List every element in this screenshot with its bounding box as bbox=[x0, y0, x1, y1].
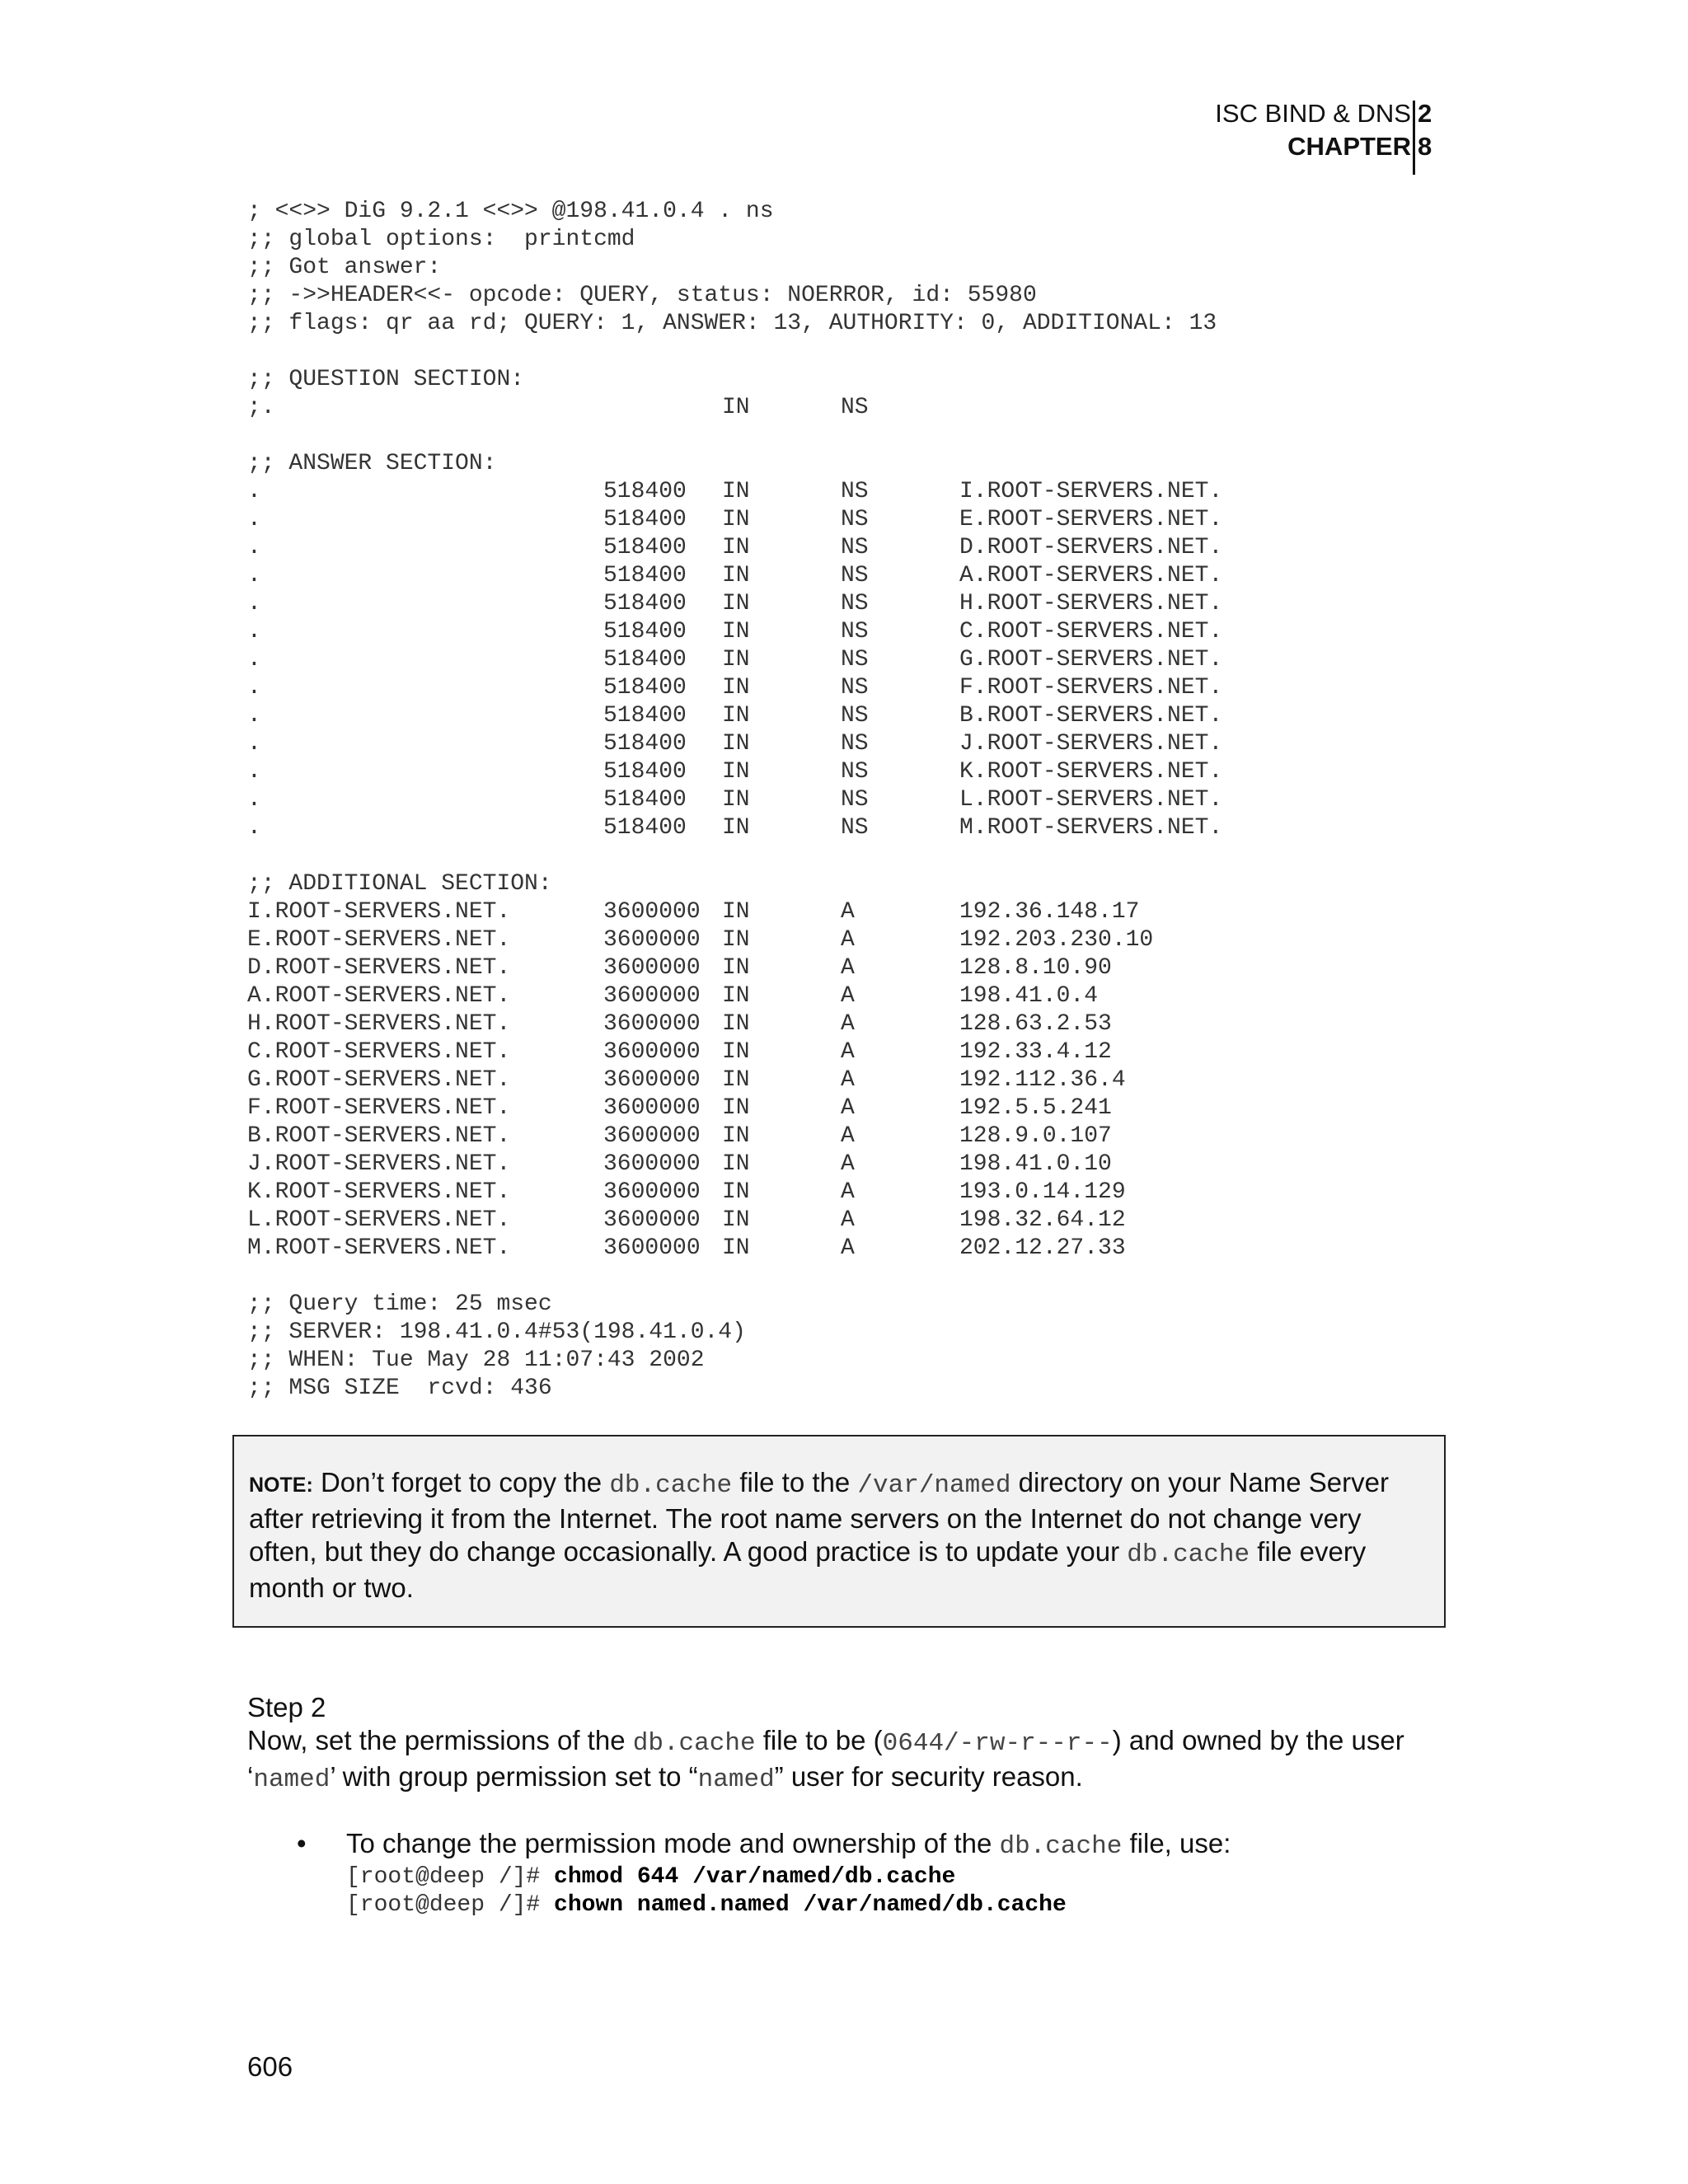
step-code: db.cache bbox=[632, 1729, 756, 1758]
cell: . bbox=[247, 507, 261, 532]
command-line bbox=[346, 1863, 1484, 1891]
cell: IN bbox=[722, 1095, 750, 1121]
step-code: 0644/-rw-r--r-- bbox=[882, 1729, 1113, 1758]
table-row bbox=[247, 898, 1533, 926]
note-code: db.cache bbox=[609, 1471, 733, 1500]
cell: . bbox=[247, 619, 261, 644]
cell: IN bbox=[722, 815, 750, 841]
table-row bbox=[247, 1010, 1533, 1038]
cell: L.ROOT-SERVERS.NET. bbox=[959, 787, 1223, 813]
cell: J.ROOT-SERVERS.NET. bbox=[959, 731, 1223, 757]
cell: NS bbox=[841, 395, 869, 420]
cell: IN bbox=[722, 563, 750, 588]
table-row bbox=[247, 814, 1533, 842]
cell: H.ROOT-SERVERS.NET. bbox=[959, 591, 1223, 616]
cell: I.ROOT-SERVERS.NET. bbox=[959, 479, 1223, 504]
cell: A bbox=[841, 1123, 855, 1149]
cell: IN bbox=[722, 1151, 750, 1177]
cell: A.ROOT-SERVERS.NET. bbox=[959, 563, 1223, 588]
table-row bbox=[247, 562, 1533, 590]
cell: IN bbox=[722, 731, 750, 757]
cell: 192.112.36.4 bbox=[959, 1067, 1126, 1093]
note-code: db.cache bbox=[1127, 1540, 1250, 1569]
cell: 128.63.2.53 bbox=[959, 1011, 1112, 1037]
cell: M.ROOT-SERVERS.NET. bbox=[247, 1235, 511, 1261]
cell bbox=[959, 394, 1533, 422]
cell: A bbox=[841, 1235, 855, 1261]
cell: . bbox=[247, 759, 261, 785]
cell: B.ROOT-SERVERS.NET. bbox=[247, 1123, 511, 1149]
cell: D.ROOT-SERVERS.NET. bbox=[247, 955, 511, 981]
cell: 128.8.10.90 bbox=[959, 955, 1112, 981]
cell: IN bbox=[722, 983, 750, 1009]
page-number: 606 bbox=[247, 2051, 293, 2082]
step-code: named bbox=[697, 1765, 775, 1794]
chapter-digit-2: 8 bbox=[1418, 132, 1432, 161]
bullet-text bbox=[346, 1827, 1484, 1863]
command-line bbox=[346, 1891, 1484, 1919]
cell: 192.33.4.12 bbox=[959, 1039, 1112, 1065]
cell: IN bbox=[722, 1067, 750, 1093]
cell: 192.5.5.241 bbox=[959, 1095, 1112, 1121]
table-row bbox=[247, 1122, 1533, 1151]
cell: NS bbox=[841, 675, 869, 701]
cell: IN bbox=[722, 1039, 750, 1065]
cell: NS bbox=[841, 479, 869, 504]
step-text: ’ with group permission set to “ bbox=[330, 1761, 698, 1792]
cell: F.ROOT-SERVERS.NET. bbox=[247, 1095, 511, 1121]
cell: A bbox=[841, 927, 855, 953]
cell: 3600000 bbox=[603, 1123, 701, 1149]
cell: 3600000 bbox=[603, 927, 701, 953]
cell: . bbox=[247, 591, 261, 616]
cell: 3600000 bbox=[603, 1095, 701, 1121]
cell: A bbox=[841, 1095, 855, 1121]
book-title: ISC BIND & DNS bbox=[1215, 99, 1411, 128]
table-row bbox=[247, 954, 1533, 982]
note-text: file every month or two. bbox=[249, 1536, 1367, 1603]
cell: . bbox=[247, 535, 261, 560]
note-code: /var/named bbox=[857, 1471, 1011, 1500]
note-text: Don’t forget to copy the bbox=[312, 1467, 610, 1497]
bullet-text-part: To change the permission mode and ownership of the bbox=[346, 1828, 1000, 1858]
cell: I.ROOT-SERVERS.NET. bbox=[247, 899, 511, 925]
cell: A bbox=[841, 1039, 855, 1065]
cell: A bbox=[841, 1067, 855, 1093]
chapter-label: CHAPTER bbox=[1287, 132, 1411, 161]
table-row bbox=[247, 1038, 1533, 1066]
table-row bbox=[247, 982, 1533, 1010]
step-text: Now, set the permissions of the bbox=[247, 1725, 633, 1755]
command-prompt: [root@deep /]# bbox=[346, 1864, 555, 1890]
cell: 518400 bbox=[603, 535, 687, 560]
cell: IN bbox=[722, 479, 750, 504]
cell: IN bbox=[722, 899, 750, 925]
command: chmod 644 /var/named/db.cache bbox=[554, 1864, 956, 1890]
table-row bbox=[247, 1151, 1533, 1179]
cell: 518400 bbox=[603, 591, 687, 616]
dig-line: ; <<>> DiG 9.2.1 <<>> @198.41.0.4 . ns bbox=[247, 199, 774, 224]
additional-rows bbox=[247, 898, 1533, 1263]
cell: A bbox=[841, 1011, 855, 1037]
table-row bbox=[247, 1207, 1533, 1235]
cell: 518400 bbox=[603, 479, 687, 504]
cell: 198.41.0.10 bbox=[959, 1151, 1112, 1177]
dig-line: ;; global options: printcmd bbox=[247, 227, 635, 252]
bullet-text-part: file, use: bbox=[1122, 1828, 1231, 1858]
table-row bbox=[247, 646, 1533, 674]
cell: IN bbox=[722, 955, 750, 981]
cell: 3600000 bbox=[603, 1207, 701, 1233]
cell: 3600000 bbox=[603, 983, 701, 1009]
cell: A bbox=[841, 1179, 855, 1205]
additional-section-header: ;; ADDITIONAL SECTION: bbox=[247, 871, 552, 897]
table-row bbox=[247, 590, 1533, 618]
cell: NS bbox=[841, 815, 869, 841]
bullet-code: db.cache bbox=[999, 1832, 1123, 1861]
dig-line: ;; Got answer: bbox=[247, 255, 442, 280]
cell: 518400 bbox=[603, 759, 687, 785]
cell: . bbox=[247, 647, 261, 673]
cell: ;. bbox=[247, 395, 275, 420]
table-row bbox=[247, 926, 1533, 954]
table-row bbox=[247, 618, 1533, 646]
step-title: Step 2 bbox=[247, 1692, 326, 1722]
cell: A bbox=[841, 955, 855, 981]
table-row bbox=[247, 786, 1533, 814]
cell: 3600000 bbox=[603, 899, 701, 925]
cell: B.ROOT-SERVERS.NET. bbox=[959, 703, 1223, 729]
cell: NS bbox=[841, 647, 869, 673]
cell: NS bbox=[841, 563, 869, 588]
cell: M.ROOT-SERVERS.NET. bbox=[959, 815, 1223, 841]
cell: A bbox=[841, 1151, 855, 1177]
table-row bbox=[247, 506, 1533, 534]
cell: NS bbox=[841, 591, 869, 616]
note-box bbox=[232, 1435, 1446, 1628]
cell: 3600000 bbox=[603, 1151, 701, 1177]
cell: 193.0.14.129 bbox=[959, 1179, 1126, 1205]
cell: IN bbox=[722, 591, 750, 616]
command-prompt: [root@deep /]# bbox=[346, 1892, 555, 1918]
table-row bbox=[247, 1235, 1533, 1263]
cell: . bbox=[247, 787, 261, 813]
cell: A bbox=[841, 899, 855, 925]
cell: NS bbox=[841, 535, 869, 560]
cell: 3600000 bbox=[603, 1067, 701, 1093]
answer-section-header: ;; ANSWER SECTION: bbox=[247, 451, 497, 476]
cell: G.ROOT-SERVERS.NET. bbox=[247, 1067, 511, 1093]
table-row bbox=[247, 758, 1533, 786]
cell: IN bbox=[722, 507, 750, 532]
cell: 3600000 bbox=[603, 1039, 701, 1065]
chapter-digit-1: 2 bbox=[1418, 99, 1432, 128]
cell: C.ROOT-SERVERS.NET. bbox=[247, 1039, 511, 1065]
cell: IN bbox=[722, 1235, 750, 1261]
cell: IN bbox=[722, 1123, 750, 1149]
dig-footer-line: ;; MSG SIZE rcvd: 436 bbox=[247, 1376, 552, 1401]
command: chown named.named /var/named/db.cache bbox=[554, 1892, 1067, 1918]
cell: G.ROOT-SERVERS.NET. bbox=[959, 647, 1223, 673]
table-row bbox=[247, 674, 1533, 702]
cell: . bbox=[247, 703, 261, 729]
cell: E.ROOT-SERVERS.NET. bbox=[959, 507, 1223, 532]
cell: IN bbox=[722, 647, 750, 673]
cell: IN bbox=[722, 535, 750, 560]
running-header bbox=[1022, 97, 1434, 163]
cell: 518400 bbox=[603, 647, 687, 673]
cell: IN bbox=[722, 759, 750, 785]
table-row bbox=[247, 730, 1533, 758]
cell: 198.41.0.4 bbox=[959, 983, 1099, 1009]
cell: A.ROOT-SERVERS.NET. bbox=[247, 983, 511, 1009]
cell: 192.36.148.17 bbox=[959, 899, 1140, 925]
note-text: directory on your Name Server after retrieving it from the Internet. The root name servers on the Internet do not change very often, but they do change occasionally. A good practice is to update your bbox=[249, 1467, 1389, 1567]
table-row bbox=[247, 534, 1533, 562]
cell: C.ROOT-SERVERS.NET. bbox=[959, 619, 1223, 644]
answer-rows bbox=[247, 478, 1533, 842]
cell: K.ROOT-SERVERS.NET. bbox=[247, 1179, 511, 1205]
question-row bbox=[247, 394, 1533, 422]
cell: A bbox=[841, 983, 855, 1009]
bullet-icon: • bbox=[297, 1828, 307, 1858]
cell: IN bbox=[722, 787, 750, 813]
dig-line: ;; ->>HEADER<<- opcode: QUERY, status: NOERROR, id: 55980 bbox=[247, 283, 1037, 308]
cell: IN bbox=[722, 1011, 750, 1037]
cell: 3600000 bbox=[603, 1179, 701, 1205]
cell: . bbox=[247, 675, 261, 701]
cell: IN bbox=[722, 395, 750, 420]
cell: H.ROOT-SERVERS.NET. bbox=[247, 1011, 511, 1037]
cell: 518400 bbox=[603, 703, 687, 729]
cell: 192.203.230.10 bbox=[959, 927, 1154, 953]
cell: L.ROOT-SERVERS.NET. bbox=[247, 1207, 511, 1233]
cell: . bbox=[247, 731, 261, 757]
dig-footer-line: ;; Query time: 25 msec bbox=[247, 1291, 552, 1317]
step-paragraph bbox=[247, 1724, 1484, 1797]
cell: 3600000 bbox=[603, 955, 701, 981]
note-label: NOTE: bbox=[249, 1474, 313, 1497]
table-row bbox=[247, 702, 1533, 730]
cell: IN bbox=[722, 619, 750, 644]
cell: . bbox=[247, 563, 261, 588]
note-text: file to the bbox=[732, 1467, 858, 1497]
cell: F.ROOT-SERVERS.NET. bbox=[959, 675, 1223, 701]
cell: . bbox=[247, 479, 261, 504]
cell: 128.9.0.107 bbox=[959, 1123, 1112, 1149]
cell: E.ROOT-SERVERS.NET. bbox=[247, 927, 511, 953]
table-row bbox=[247, 1066, 1533, 1094]
table-row bbox=[247, 1094, 1533, 1122]
question-section-header: ;; QUESTION SECTION: bbox=[247, 367, 525, 392]
cell: 198.32.64.12 bbox=[959, 1207, 1126, 1233]
cell: A bbox=[841, 1207, 855, 1233]
cell: IN bbox=[722, 703, 750, 729]
cell: IN bbox=[722, 927, 750, 953]
dig-line: ;; flags: qr aa rd; QUERY: 1, ANSWER: 13, AUTHORITY: 0, ADDITIONAL: 13 bbox=[247, 311, 1217, 336]
cell: NS bbox=[841, 507, 869, 532]
cell: NS bbox=[841, 787, 869, 813]
cell: IN bbox=[722, 1179, 750, 1205]
cell: 518400 bbox=[603, 619, 687, 644]
cell: NS bbox=[841, 759, 869, 785]
cell: IN bbox=[722, 1207, 750, 1233]
step-code: named bbox=[253, 1765, 331, 1794]
dig-footer-line: ;; SERVER: 198.41.0.4#53(198.41.0.4) bbox=[247, 1319, 746, 1345]
cell: 518400 bbox=[603, 507, 687, 532]
cell: 518400 bbox=[603, 787, 687, 813]
step-2-section bbox=[247, 1691, 1484, 1797]
cell: NS bbox=[841, 619, 869, 644]
cell: IN bbox=[722, 675, 750, 701]
cell: 202.12.27.33 bbox=[959, 1235, 1126, 1261]
cell: D.ROOT-SERVERS.NET. bbox=[959, 535, 1223, 560]
cell: 518400 bbox=[603, 675, 687, 701]
dig-footer-line: ;; WHEN: Tue May 28 11:07:43 2002 bbox=[247, 1347, 705, 1373]
step-text: file to be ( bbox=[755, 1725, 883, 1755]
cell: 518400 bbox=[603, 815, 687, 841]
table-row bbox=[247, 1179, 1533, 1207]
cell: K.ROOT-SERVERS.NET. bbox=[959, 759, 1223, 785]
step-text: ” user for security reason. bbox=[774, 1761, 1083, 1792]
cell: 518400 bbox=[603, 731, 687, 757]
cell: J.ROOT-SERVERS.NET. bbox=[247, 1151, 511, 1177]
cell: . bbox=[247, 815, 261, 841]
cell: 3600000 bbox=[603, 1235, 701, 1261]
cell: 518400 bbox=[603, 563, 687, 588]
cell: NS bbox=[841, 703, 869, 729]
cell: 3600000 bbox=[603, 1011, 701, 1037]
table-row bbox=[247, 478, 1533, 506]
step-text: ) and owned by the user ‘ bbox=[247, 1725, 1404, 1792]
cell: NS bbox=[841, 731, 869, 757]
cell bbox=[603, 394, 722, 422]
dig-output bbox=[247, 198, 1533, 1403]
